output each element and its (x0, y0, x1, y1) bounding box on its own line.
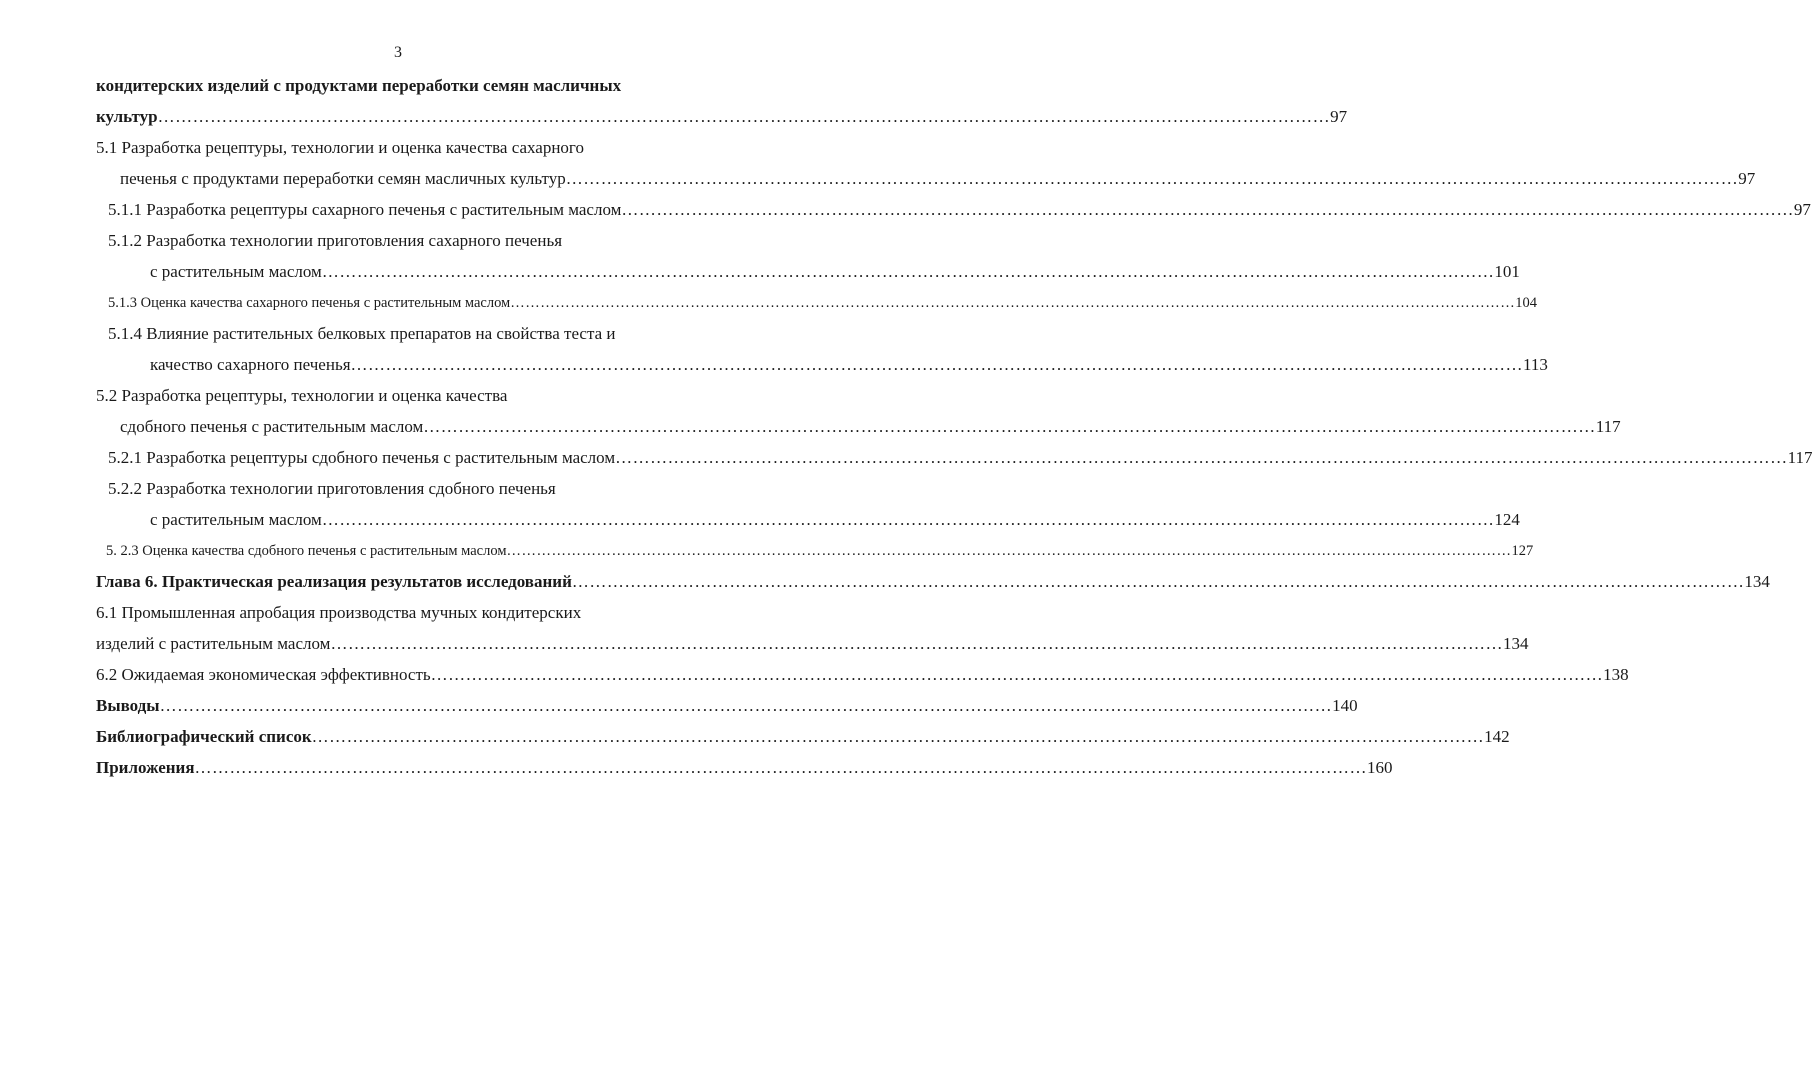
toc-line (108, 477, 740, 501)
toc-page-number: 134 (1744, 572, 1770, 591)
toc-line (96, 136, 736, 160)
toc-entry[interactable] (96, 632, 1529, 656)
toc-page-number: 117 (1595, 417, 1621, 436)
toc-page-number: 113 (1523, 355, 1548, 374)
toc-entry-text: изделий с растительным маслом (96, 634, 331, 653)
toc-entry-text: Выводы (96, 696, 160, 715)
toc-leader-dots: ………………………………………………………………………………………………………………………………………………………………………………… (510, 295, 1516, 311)
toc-line (108, 229, 740, 253)
toc-entry[interactable] (120, 415, 1621, 439)
toc-page-number: 97 (1330, 107, 1348, 126)
toc-page-number: 124 (1494, 510, 1520, 529)
toc-page-number: 104 (1515, 295, 1537, 311)
toc-entry-text: 5.1 Разработка рецептуры, технологии и оценка качества сахарного (96, 138, 584, 157)
toc-leader-dots: ………………………………………………………………………………………………………………………………………………………………………………… (430, 665, 1604, 684)
toc-leader-dots: ………………………………………………………………………………………………………………………………………………………………………………… (621, 200, 1794, 219)
toc-entry[interactable] (96, 663, 1629, 687)
toc-entry[interactable] (150, 508, 1520, 532)
toc-page-number: 101 (1494, 262, 1520, 281)
toc-entry-text: Библиографический список (96, 727, 312, 746)
toc-leader-dots: ………………………………………………………………………………………………………………………………………………………………………………… (350, 355, 1524, 374)
toc-entry[interactable] (120, 167, 1756, 191)
toc-entry-text: печенья с продуктами переработки семян масличных культур (120, 169, 566, 188)
toc-entry-text: 5.2 Разработка рецептуры, технологии и оценка качества (96, 386, 508, 405)
toc-entry-text: 6.2 Ожидаемая экономическая эффективность (96, 665, 431, 684)
page-number: 3 (394, 44, 402, 61)
toc-leader-dots: ………………………………………………………………………………………………………………………………………………………………………………… (157, 107, 1331, 126)
toc-leader-dots: ………………………………………………………………………………………………………………………………………………………………………………… (615, 448, 1788, 467)
toc-line (96, 384, 736, 408)
toc-page-number: 127 (1511, 543, 1534, 559)
toc-entry-text: 5.2.2 Разработка технологии приготовления сдобного печенья (108, 479, 556, 498)
toc-entry[interactable] (96, 694, 1358, 718)
toc-entry-text: 5.1.3 Оценка качества сахарного печенья с растительным маслом (108, 295, 511, 311)
toc-entry-text: 5. 2.3 Оценка качества сдобного печенья с растительным маслом (106, 543, 507, 559)
toc-entry-text: сдобного печенья с растительным маслом (120, 417, 424, 436)
toc-page-number: 134 (1502, 634, 1529, 653)
toc-page-number: 117 (1787, 448, 1812, 467)
toc-entry[interactable] (108, 198, 1811, 222)
toc-page-number: 140 (1332, 696, 1358, 715)
toc-leader-dots: ………………………………………………………………………………………………………………………………………………………………………………… (321, 262, 1495, 281)
toc-entry-text: Приложения (96, 758, 195, 777)
toc-entry[interactable] (108, 291, 1537, 315)
toc-entry[interactable] (108, 446, 1812, 470)
toc-page-number: 160 (1367, 758, 1393, 777)
toc-leader-dots: ………………………………………………………………………………………………………………………………………………………………………………… (565, 169, 1739, 188)
toc-entry[interactable] (96, 105, 1348, 129)
toc-entry-text: Глава 6. Практическая реализация результатов исследований (96, 572, 572, 591)
toc-entry[interactable] (150, 353, 1548, 377)
toc-entry[interactable] (96, 725, 1510, 749)
toc-line (108, 322, 740, 346)
toc-leader-dots: ………………………………………………………………………………………………………………………………………………………………………………… (194, 758, 1368, 777)
toc-entry-text: качество сахарного печенья (150, 355, 351, 374)
toc-leader-dots: ………………………………………………………………………………………………………………………………………………………………………………… (330, 634, 1503, 653)
toc-entry-text: 5.2.1 Разработка рецептуры сдобного печенья с растительным маслом (108, 448, 616, 467)
toc-leader-dots: ………………………………………………………………………………………………………………………………………………………………………………… (159, 696, 1333, 715)
toc-leader-dots: ………………………………………………………………………………………………………………………………………………………………………………… (321, 510, 1495, 529)
toc-page-number: 97 (1793, 200, 1811, 219)
toc-entry-text: 6.1 Промышленная апробация производства мучных кондитерских (96, 603, 582, 622)
toc-entry-text: с растительным маслом (150, 262, 322, 281)
toc-entry-text: культур (96, 107, 158, 126)
toc-page-number: 97 (1738, 169, 1756, 188)
toc-entry[interactable] (96, 756, 1393, 780)
toc-entry-text: 5.1.1 Разработка рецептуры сахарного печенья с растительным маслом (108, 200, 622, 219)
toc-page-number: 142 (1484, 727, 1510, 746)
toc-entry[interactable] (106, 539, 1534, 563)
toc-entry[interactable] (96, 570, 1770, 594)
toc-line (96, 601, 736, 625)
toc-entry-text: 5.1.2 Разработка технологии приготовления сахарного печенья (108, 231, 563, 250)
toc-line (96, 74, 736, 98)
toc-entry-text: кондитерских изделий с продуктами переработки семян масличных (96, 76, 622, 95)
toc-leader-dots: ………………………………………………………………………………………………………………………………………………………………………………… (311, 727, 1485, 746)
toc-entry-text: 5.1.4 Влияние растительных белковых препаратов на свойства теста и (108, 324, 616, 343)
toc-entry[interactable] (150, 260, 1520, 284)
toc-leader-dots: ………………………………………………………………………………………………………………………………………………………………………………… (506, 543, 1512, 559)
toc-entry-text: с растительным маслом (150, 510, 322, 529)
toc-leader-dots: ………………………………………………………………………………………………………………………………………………………………………………… (571, 572, 1745, 591)
toc-leader-dots: ………………………………………………………………………………………………………………………………………………………………………………… (423, 417, 1596, 436)
toc-page-number: 138 (1603, 665, 1629, 684)
